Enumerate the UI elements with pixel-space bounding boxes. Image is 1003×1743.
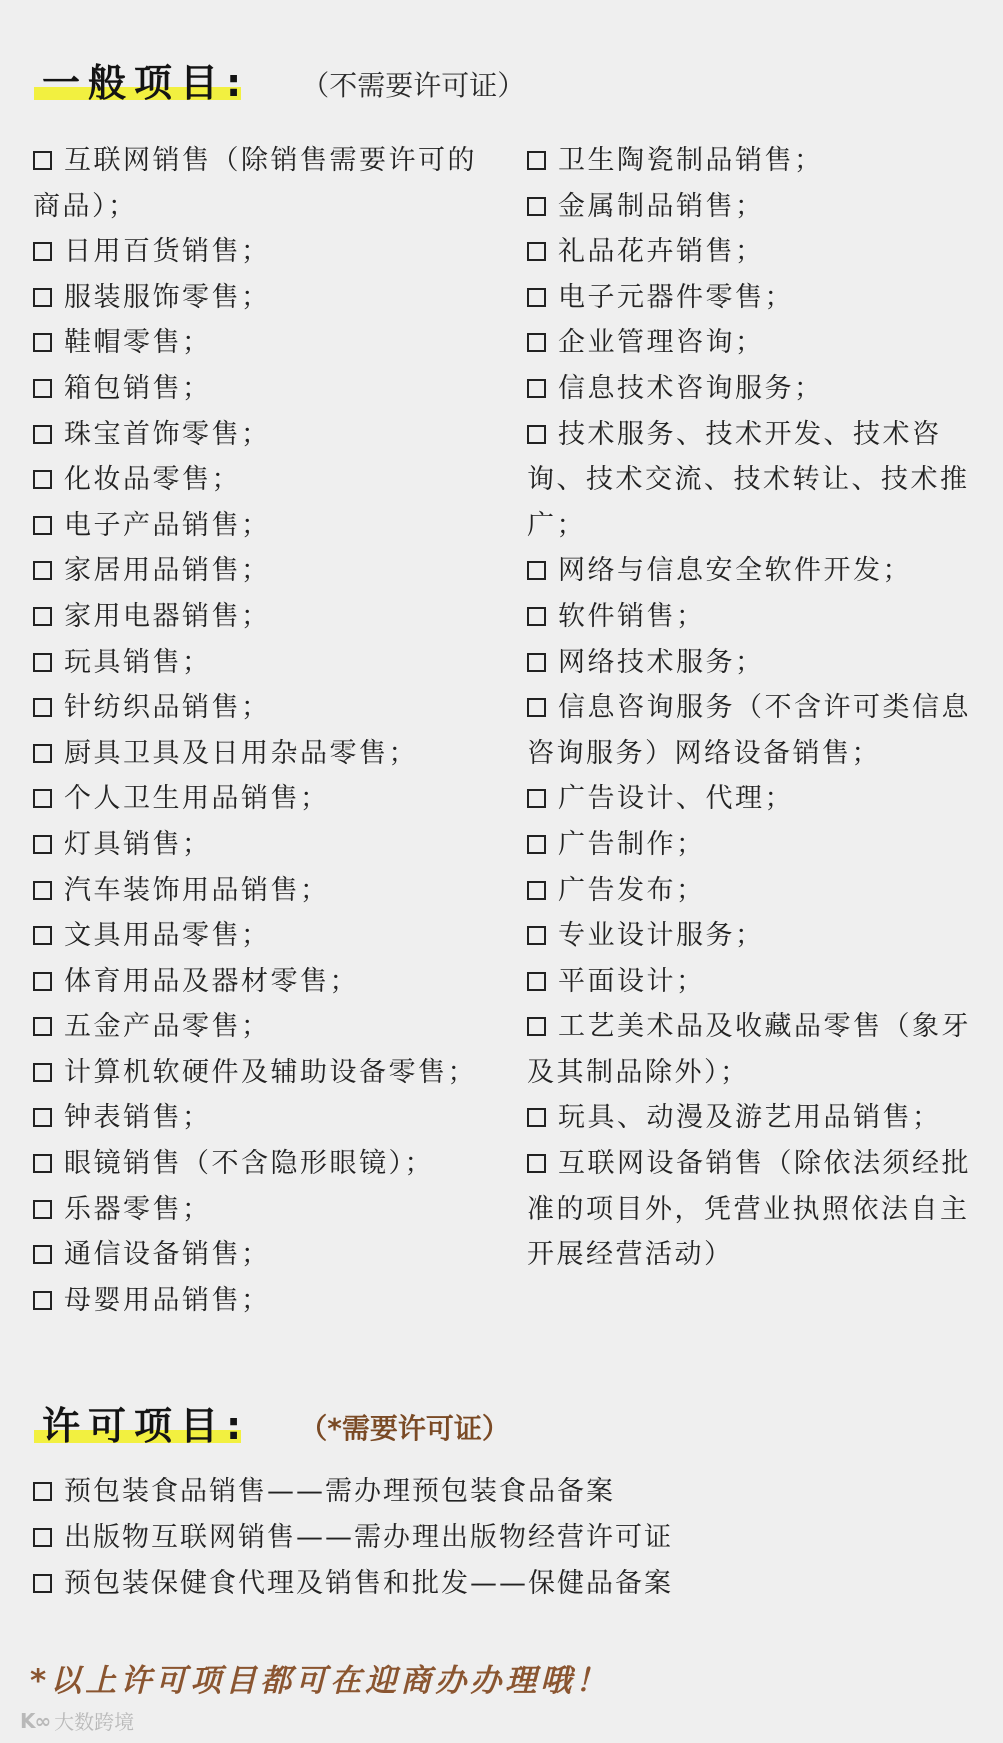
item-text: 眼镜销售（不含隐形眼镜）； bbox=[64, 1148, 434, 1180]
item-text: 个人卫生用品销售； bbox=[64, 783, 330, 815]
list-item bbox=[33, 822, 503, 868]
item-text: 平面设计； bbox=[558, 965, 706, 997]
checkbox[interactable] bbox=[527, 835, 546, 854]
checkbox[interactable] bbox=[33, 516, 52, 535]
item-text: 体育用品及器材零售； bbox=[64, 965, 359, 997]
item-text: 化妆品零售； bbox=[64, 464, 241, 496]
list-item bbox=[33, 913, 503, 959]
checkbox[interactable] bbox=[33, 1108, 52, 1127]
permit-items bbox=[33, 1469, 933, 1607]
checkbox[interactable] bbox=[527, 288, 546, 307]
checkbox[interactable] bbox=[527, 972, 546, 991]
list-item bbox=[527, 959, 972, 1005]
checkbox[interactable] bbox=[527, 653, 546, 672]
general-title: 一般项目: bbox=[42, 64, 249, 102]
item-text: 灯具销售； bbox=[64, 828, 212, 860]
checkbox[interactable] bbox=[527, 333, 546, 352]
item-text: 网络技术服务； bbox=[558, 646, 765, 678]
checkbox[interactable] bbox=[527, 197, 546, 216]
general-items-right bbox=[527, 138, 972, 1278]
checkbox[interactable] bbox=[33, 1245, 52, 1264]
checkbox[interactable] bbox=[33, 972, 52, 991]
list-item bbox=[33, 503, 503, 549]
item-text: 广告发布； bbox=[558, 874, 706, 906]
checkbox[interactable] bbox=[33, 1574, 52, 1593]
item-text: 出版物互联网销售——需办理出版物经营许可证 bbox=[64, 1522, 673, 1553]
list-item bbox=[527, 640, 972, 686]
item-text: 预包装食品销售——需办理预包装食品备案 bbox=[64, 1476, 615, 1507]
list-item bbox=[527, 913, 972, 959]
list-item bbox=[33, 412, 503, 458]
permit-section-heading bbox=[42, 1404, 510, 1448]
list-item bbox=[33, 320, 503, 366]
item-text: 厨具卫具及日用杂品零售； bbox=[64, 737, 418, 769]
item-text: 礼品花卉销售； bbox=[558, 236, 765, 268]
item-text: 玩具销售； bbox=[64, 646, 212, 678]
item-text: 企业管理咨询； bbox=[558, 327, 765, 359]
list-item bbox=[33, 1095, 503, 1141]
item-text: 钟表销售； bbox=[64, 1102, 212, 1134]
checkbox[interactable] bbox=[527, 926, 546, 945]
list-item bbox=[527, 685, 972, 776]
item-text: 文具用品零售； bbox=[64, 920, 271, 952]
checkbox[interactable] bbox=[33, 653, 52, 672]
list-item bbox=[527, 822, 972, 868]
list-item bbox=[527, 138, 972, 184]
checkbox[interactable] bbox=[33, 835, 52, 854]
checkbox[interactable] bbox=[33, 288, 52, 307]
checkbox[interactable] bbox=[527, 1017, 546, 1036]
item-text: 箱包销售； bbox=[64, 372, 212, 404]
checkbox[interactable] bbox=[33, 470, 52, 489]
list-item bbox=[33, 1561, 933, 1607]
list-item bbox=[527, 275, 972, 321]
item-text: 母婴用品销售； bbox=[64, 1284, 271, 1316]
list-item bbox=[527, 1095, 972, 1141]
list-item bbox=[33, 275, 503, 321]
item-text: 鞋帽零售； bbox=[64, 327, 212, 359]
item-text: 五金产品零售； bbox=[64, 1011, 271, 1043]
list-item bbox=[33, 1515, 933, 1561]
checkbox[interactable] bbox=[33, 607, 52, 626]
checkbox[interactable] bbox=[527, 881, 546, 900]
item-text: 工艺美术品及收藏品零售（象牙及其制品除外）； bbox=[527, 1011, 971, 1088]
item-text: 互联网销售（除销售需要许可的商品）； bbox=[33, 145, 477, 222]
footer-note: *以上许可项目都可在迎商办办理哦！ bbox=[30, 1663, 611, 1699]
list-item bbox=[33, 731, 503, 777]
checkbox[interactable] bbox=[527, 1108, 546, 1127]
general-items-left bbox=[33, 138, 503, 1323]
item-text: 技术服务、技术开发、技术咨询、技术交流、技术转让、技术推广； bbox=[527, 418, 970, 541]
checkbox[interactable] bbox=[527, 379, 546, 398]
item-text: 服装服饰零售； bbox=[64, 281, 271, 313]
checkbox[interactable] bbox=[527, 151, 546, 170]
list-item bbox=[527, 548, 972, 594]
list-item bbox=[33, 640, 503, 686]
checkbox[interactable] bbox=[33, 425, 52, 444]
checkbox[interactable] bbox=[527, 698, 546, 717]
general-section-heading bbox=[42, 61, 526, 105]
list-item bbox=[33, 868, 503, 914]
checkbox[interactable] bbox=[33, 1528, 52, 1547]
item-text: 珠宝首饰零售； bbox=[64, 418, 271, 450]
list-item bbox=[33, 959, 503, 1005]
permit-title: 许可项目: bbox=[42, 1407, 249, 1445]
list-item bbox=[33, 366, 503, 412]
checkbox[interactable] bbox=[33, 744, 52, 763]
item-text: 卫生陶瓷制品销售； bbox=[558, 145, 824, 176]
item-text: 针纺织品销售； bbox=[64, 692, 271, 724]
item-text: 家居用品销售； bbox=[64, 555, 271, 587]
checkbox[interactable] bbox=[527, 242, 546, 261]
list-item bbox=[527, 412, 972, 549]
list-item bbox=[33, 229, 503, 275]
checkbox[interactable] bbox=[33, 698, 52, 717]
checkbox[interactable] bbox=[33, 1017, 52, 1036]
checkbox[interactable] bbox=[33, 379, 52, 398]
list-item bbox=[33, 457, 503, 503]
checkbox[interactable] bbox=[33, 1063, 52, 1082]
list-item bbox=[527, 366, 972, 412]
checkbox[interactable] bbox=[527, 425, 546, 444]
list-item bbox=[33, 1050, 503, 1096]
item-text: 电子元器件零售； bbox=[558, 281, 794, 313]
checkbox[interactable] bbox=[33, 561, 52, 580]
checkbox[interactable] bbox=[33, 1154, 52, 1173]
checkbox[interactable] bbox=[33, 1200, 52, 1219]
item-text: 软件销售； bbox=[558, 600, 706, 632]
item-text: 互联网设备销售（除依法须经批准的项目外，凭营业执照依法自主开展经营活动） bbox=[527, 1148, 971, 1271]
item-text: 专业设计服务； bbox=[558, 920, 765, 952]
checkbox[interactable] bbox=[33, 151, 52, 170]
permit-subtitle: （*需要许可证） bbox=[299, 1412, 510, 1445]
item-text: 信息技术咨询服务； bbox=[558, 372, 824, 404]
list-item bbox=[33, 685, 503, 731]
list-item bbox=[33, 1469, 933, 1515]
item-text: 电子产品销售； bbox=[64, 509, 271, 541]
list-item bbox=[527, 320, 972, 366]
item-text: 预包装保健食代理及销售和批发——保健品备案 bbox=[64, 1568, 673, 1599]
list-item bbox=[527, 1004, 972, 1095]
item-text: 信息咨询服务（不含许可类信息咨询服务）网络设备销售； bbox=[527, 692, 971, 769]
checkbox[interactable] bbox=[33, 333, 52, 352]
checkbox[interactable] bbox=[33, 881, 52, 900]
list-item bbox=[527, 184, 972, 230]
item-text: 广告设计、代理； bbox=[558, 783, 794, 815]
checkbox[interactable] bbox=[33, 1291, 52, 1310]
list-item bbox=[33, 1278, 503, 1324]
item-text: 日用百货销售； bbox=[64, 236, 271, 268]
item-text: 网络与信息安全软件开发； bbox=[558, 555, 912, 587]
watermark-logo: K∞ bbox=[20, 1708, 51, 1733]
checkbox[interactable] bbox=[527, 789, 546, 808]
list-item bbox=[33, 1141, 503, 1187]
item-text: 家用电器销售； bbox=[64, 600, 271, 632]
list-item bbox=[33, 1187, 503, 1233]
checkbox[interactable] bbox=[33, 1482, 52, 1501]
list-item bbox=[33, 548, 503, 594]
list-item bbox=[33, 138, 503, 229]
list-item bbox=[527, 1141, 972, 1278]
checkbox[interactable] bbox=[33, 789, 52, 808]
list-item bbox=[33, 1004, 503, 1050]
item-text: 通信设备销售； bbox=[64, 1239, 271, 1271]
checkbox[interactable] bbox=[33, 926, 52, 945]
item-text: 广告制作； bbox=[558, 828, 706, 860]
watermark bbox=[20, 1706, 134, 1735]
list-item bbox=[527, 594, 972, 640]
item-text: 汽车装饰用品销售； bbox=[64, 874, 330, 906]
list-item bbox=[527, 229, 972, 275]
item-text: 金属制品销售； bbox=[558, 190, 765, 222]
item-text: 乐器零售； bbox=[64, 1193, 212, 1225]
item-text: 计算机软硬件及辅助设备零售； bbox=[64, 1056, 477, 1088]
list-item bbox=[33, 1232, 503, 1278]
list-item bbox=[33, 776, 503, 822]
list-item bbox=[527, 868, 972, 914]
item-text: 玩具、动漫及游艺用品销售； bbox=[558, 1102, 942, 1134]
checkbox[interactable] bbox=[33, 242, 52, 261]
checkbox[interactable] bbox=[527, 1154, 546, 1173]
checkbox[interactable] bbox=[527, 561, 546, 580]
list-item bbox=[527, 776, 972, 822]
checkbox[interactable] bbox=[527, 607, 546, 626]
list-item bbox=[33, 594, 503, 640]
general-subtitle: （不需要许可证） bbox=[301, 69, 526, 102]
watermark-text: 大数跨境 bbox=[54, 1710, 135, 1734]
